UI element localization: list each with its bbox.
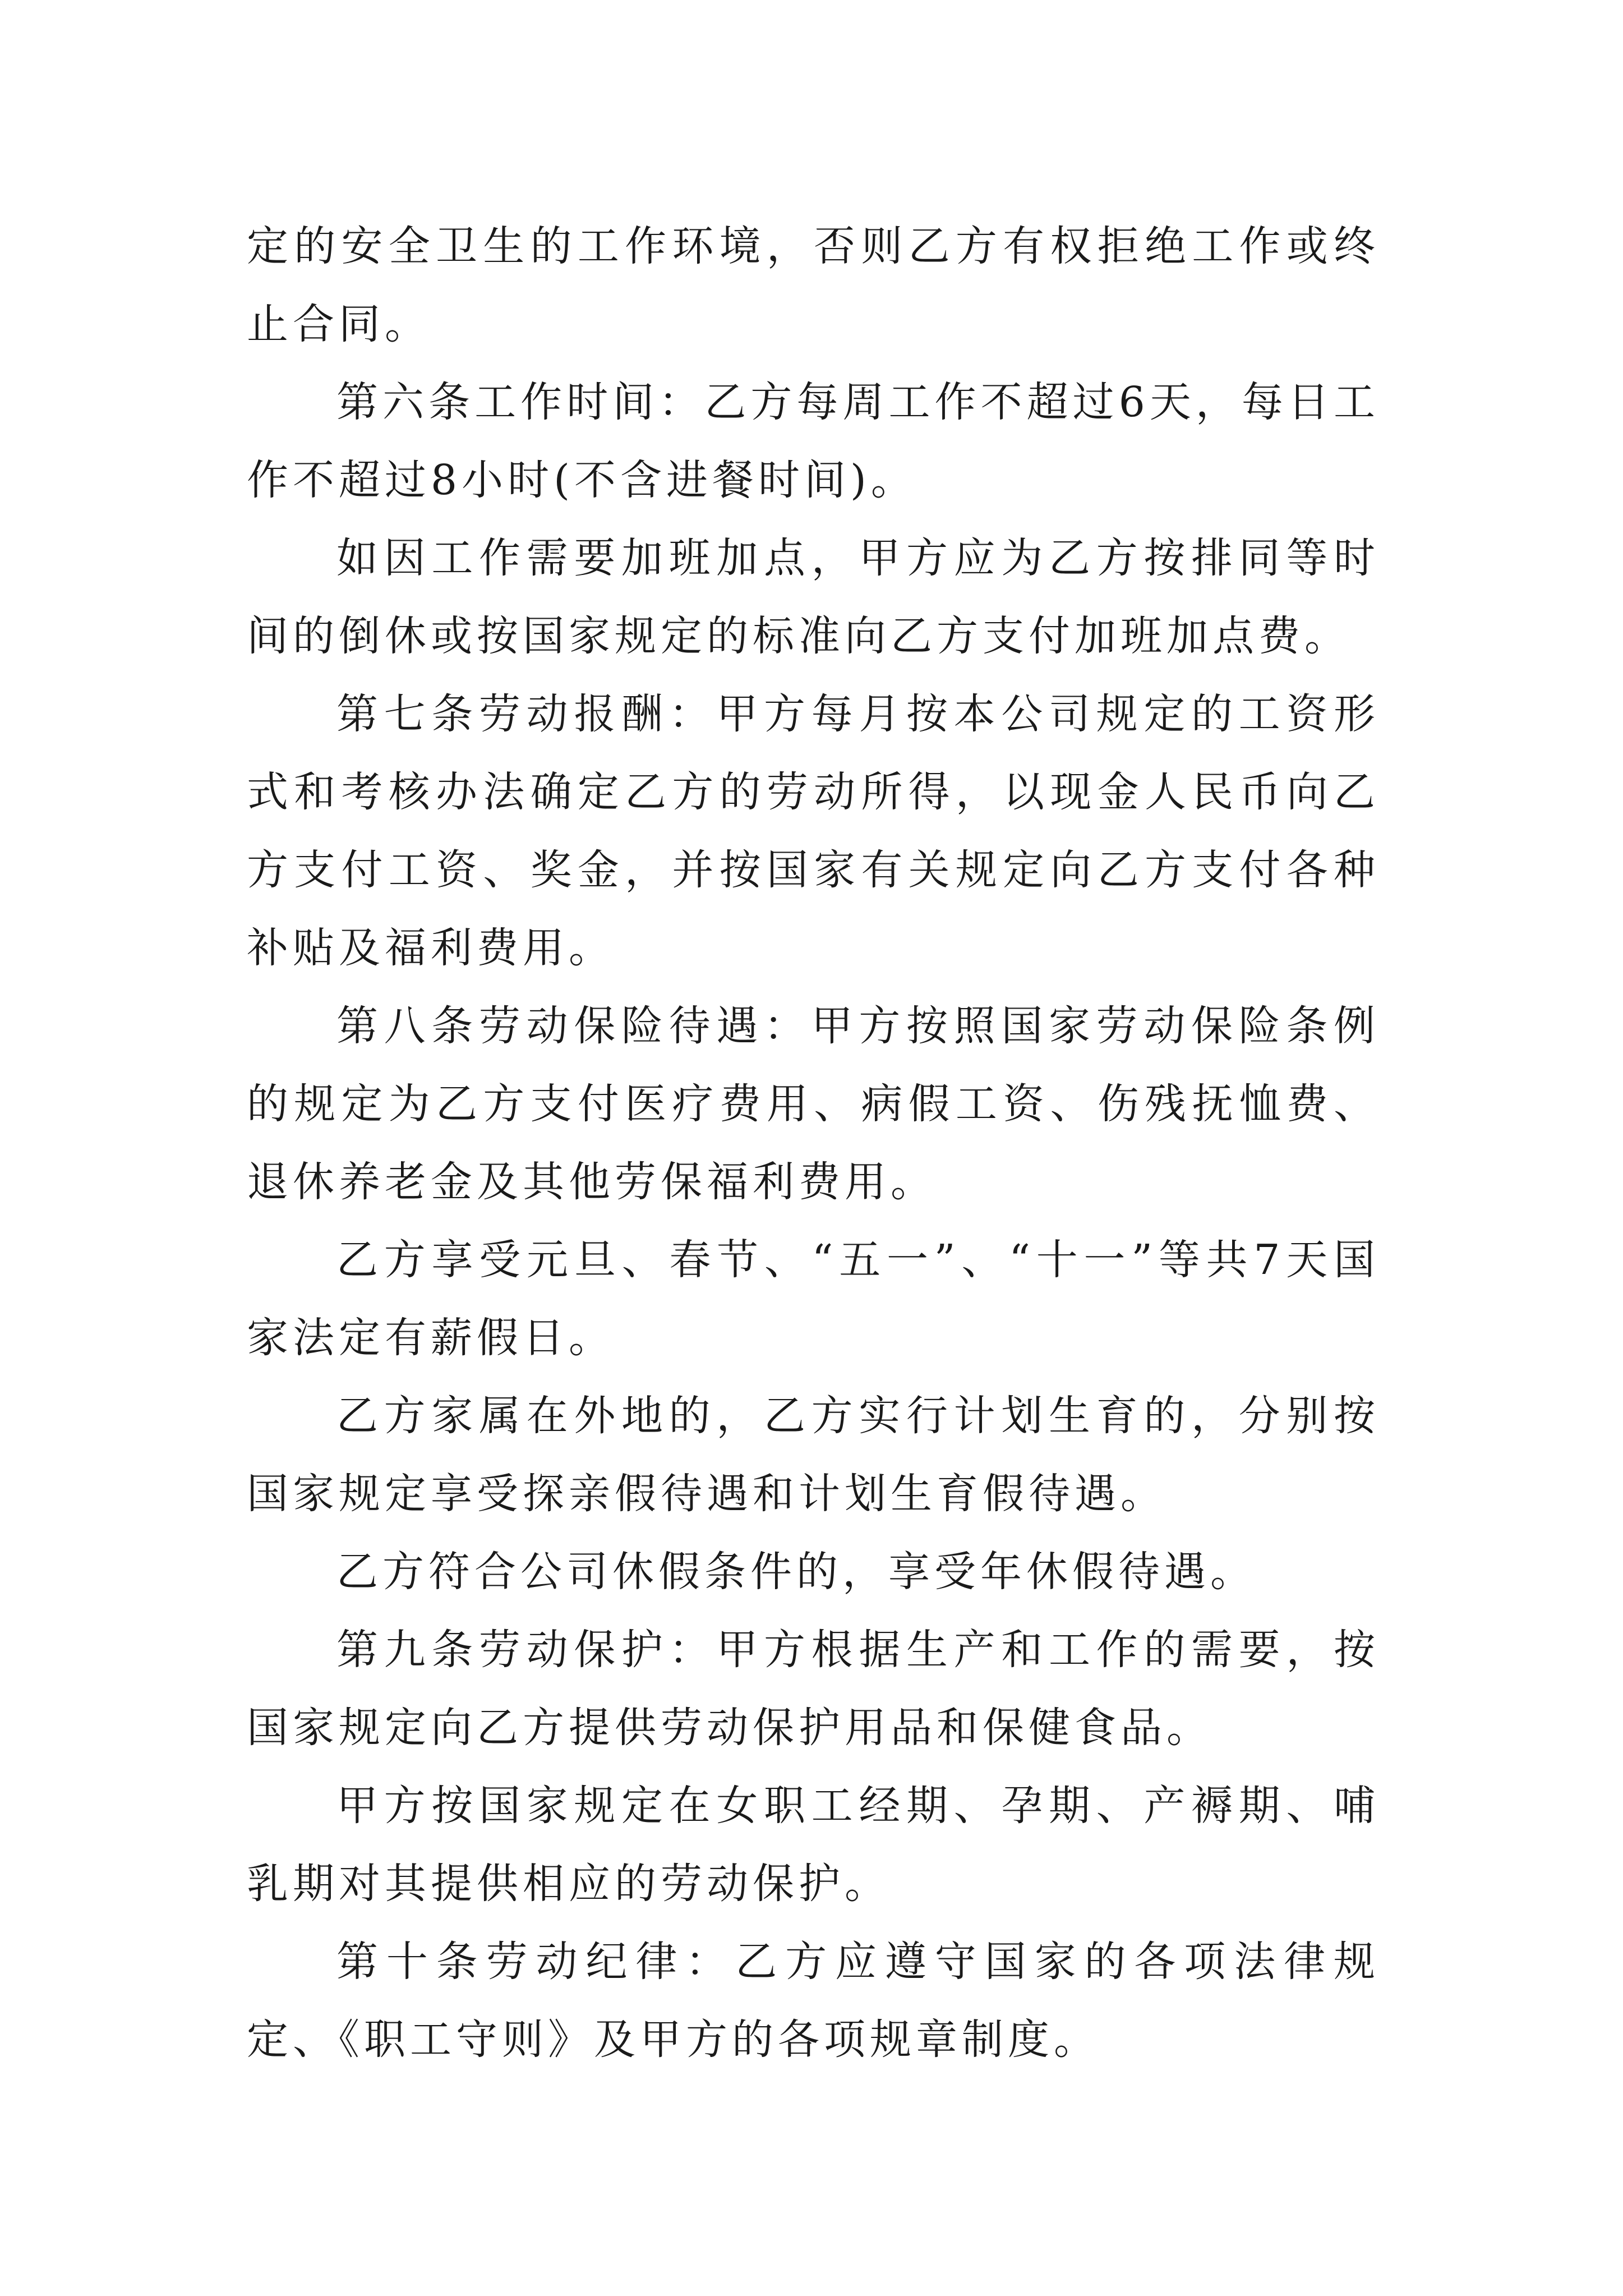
paragraph-article-7-remuneration: 第七条劳动报酬：甲方每月按本公司规定的工资形式和考核办法确定乙方的劳动所得，以现金人民币向乙方支付工资、奖金，并按国家有关规定向乙方支付各种补贴及福利费用。: [247, 690, 1380, 972]
paragraph-family-leave: 乙方家属在外地的，乙方实行计划生育的，分别按国家规定享受探亲假待遇和计划生育假待遇。: [247, 1392, 1380, 1518]
paragraph-female-protection: 甲方按国家规定在女职工经期、孕期、产褥期、哺乳期对其提供相应的劳动保护。: [247, 1782, 1380, 1908]
paragraph-annual-leave: 乙方符合公司休假条件的，享受年休假待遇。: [336, 1548, 1256, 1596]
document-body: [247, 208, 1380, 2079]
paragraph-continuation: 定的安全卫生的工作环境，否则乙方有权拒绝工作或终止合同。: [247, 222, 1380, 348]
paragraph-article-10-discipline: 第十条劳动纪律：乙方应遵守国家的各项法律规定、《职工守则》及甲方的各项规章制度。: [247, 1938, 1380, 2064]
paragraph-article-9-protection: 第九条劳动保护：甲方根据生产和工作的需要，按国家规定向乙方提供劳动保护用品和保健食品。: [247, 1626, 1380, 1752]
paragraph-article-8-insurance: 第八条劳动保险待遇：甲方按照国家劳动保险条例的规定为乙方支付医疗费用、病假工资、伤残抚恤费、退休养老金及其他劳保福利费用。: [247, 1002, 1380, 1206]
paragraph-public-holidays: 乙方享受元旦、春节、“五一”、“十一”等共7天国家法定有薪假日。: [247, 1236, 1380, 1362]
paragraph-overtime: 如因工作需要加班加点，甲方应为乙方按排同等时间的倒休或按国家规定的标准向乙方支付加班加点费。: [247, 534, 1380, 660]
paragraph-article-6-work-hours: 第六条工作时间：乙方每周工作不超过6天，每日工作不超过8小时(不含进餐时间)。: [247, 378, 1380, 504]
